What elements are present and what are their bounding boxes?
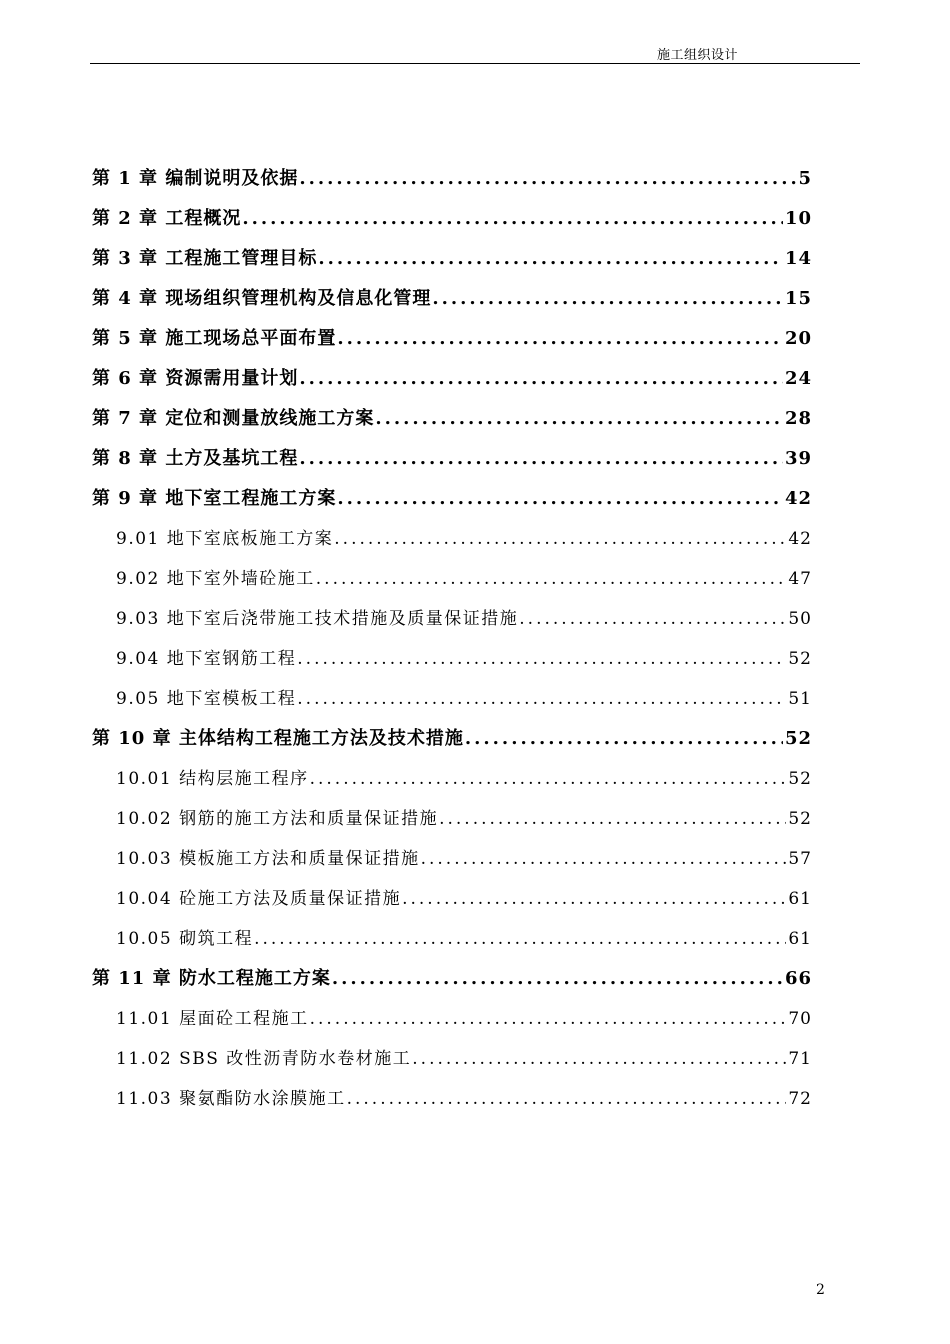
toc-dot-leader <box>465 720 783 758</box>
toc-entry-title: 第 2 章 工程概况 <box>92 208 242 229</box>
toc-entry-page: 24 <box>784 368 812 389</box>
toc-entry-title: 第 10 章 主体结构工程施工方法及技术措施 <box>92 728 464 749</box>
toc-chapter-entry[interactable] <box>92 200 812 238</box>
toc-entry-page: 52 <box>788 649 812 669</box>
toc-section-entry[interactable] <box>116 600 812 638</box>
toc-dot-leader <box>334 520 786 558</box>
toc-section-entry[interactable] <box>116 840 812 878</box>
toc-dot-leader <box>242 200 783 238</box>
header-divider <box>90 63 860 64</box>
toc-dot-leader <box>402 880 786 918</box>
toc-entry-title: 9.03 地下室后浇带施工技术措施及质量保证措施 <box>116 609 519 629</box>
page-number: 2 <box>816 1282 825 1298</box>
toc-entry-title: 10.05 砌筑工程 <box>116 929 254 949</box>
toc-section-entry[interactable] <box>116 680 812 718</box>
toc-chapter-entry[interactable] <box>92 960 812 998</box>
toc-entry-page: 52 <box>784 728 812 749</box>
toc-entry-title: 11.03 聚氨酯防水涂膜施工 <box>116 1089 346 1109</box>
toc-dot-leader <box>421 840 787 878</box>
toc-entry-page: 72 <box>788 1089 812 1109</box>
toc-entry-title: 9.05 地下室模板工程 <box>116 689 297 709</box>
toc-entry-title: 第 9 章 地下室工程施工方案 <box>92 488 337 509</box>
toc-dot-leader <box>432 280 783 318</box>
toc-entry-page: 51 <box>788 689 812 709</box>
toc-dot-leader <box>439 800 786 838</box>
toc-entry-title: 9.02 地下室外墙砼施工 <box>116 569 315 589</box>
toc-entry-title: 第 4 章 现场组织管理机构及信息化管理 <box>92 288 432 309</box>
toc-dot-leader <box>297 680 786 718</box>
toc-entry-title: 第 6 章 资源需用量计划 <box>92 368 299 389</box>
toc-chapter-entry[interactable] <box>92 360 812 398</box>
toc-chapter-entry[interactable] <box>92 720 812 758</box>
toc-section-entry[interactable] <box>116 1040 812 1078</box>
header-title: 施工组织设计 <box>656 48 738 63</box>
toc-section-entry[interactable] <box>116 880 812 918</box>
toc-section-entry[interactable] <box>116 760 812 798</box>
toc-dot-leader <box>337 480 783 518</box>
toc-chapter-entry[interactable] <box>92 480 812 518</box>
toc-entry-page: 50 <box>788 609 812 629</box>
toc-entry-page: 52 <box>788 809 812 829</box>
toc-entry-page: 10 <box>784 208 812 229</box>
toc-entry-title: 第 1 章 编制说明及依据 <box>92 168 299 189</box>
toc-entry-page: 20 <box>784 328 812 349</box>
toc-entry-title: 10.03 模板施工方法和质量保证措施 <box>116 849 420 869</box>
toc-dot-leader <box>337 320 783 358</box>
toc-chapter-entry[interactable] <box>92 400 812 438</box>
toc-dot-leader <box>412 1040 786 1078</box>
toc-dot-leader <box>297 640 786 678</box>
toc-dot-leader <box>318 240 783 278</box>
toc-dot-leader <box>375 400 783 438</box>
toc-section-entry[interactable] <box>116 520 812 558</box>
toc-dot-leader <box>519 600 786 638</box>
toc-section-entry[interactable] <box>116 560 812 598</box>
toc-entry-title: 第 8 章 土方及基坑工程 <box>92 448 299 469</box>
toc-entry-title: 第 7 章 定位和测量放线施工方案 <box>92 408 375 429</box>
toc-entry-title: 第 5 章 施工现场总平面布置 <box>92 328 337 349</box>
toc-entry-page: 47 <box>788 569 812 589</box>
toc-entry-page: 66 <box>784 968 812 989</box>
toc-dot-leader <box>332 960 783 998</box>
toc-entry-title: 第 11 章 防水工程施工方案 <box>92 968 331 989</box>
toc-dot-leader <box>310 760 787 798</box>
toc-entry-title: 10.02 钢筋的施工方法和质量保证措施 <box>116 809 439 829</box>
toc-entry-title: 9.01 地下室底板施工方案 <box>116 529 334 549</box>
toc-entry-page: 14 <box>784 248 812 269</box>
toc-entry-title: 第 3 章 工程施工管理目标 <box>92 248 318 269</box>
toc-dot-leader <box>254 920 786 958</box>
toc-chapter-entry[interactable] <box>92 160 812 198</box>
toc-entry-page: 71 <box>788 1049 812 1069</box>
toc-section-entry[interactable] <box>116 800 812 838</box>
toc-dot-leader <box>347 1080 787 1118</box>
toc-entry-page: 52 <box>788 769 812 789</box>
toc-entry-page: 61 <box>788 929 812 949</box>
toc-dot-leader <box>299 360 783 398</box>
toc-dot-leader <box>299 440 783 478</box>
toc-chapter-entry[interactable] <box>92 280 812 318</box>
toc-chapter-entry[interactable] <box>92 440 812 478</box>
toc-entry-page: 5 <box>798 168 812 189</box>
toc-entry-page: 39 <box>784 448 812 469</box>
toc-entry-page: 61 <box>788 889 812 909</box>
toc-section-entry[interactable] <box>116 1000 812 1038</box>
toc-entry-title: 9.04 地下室钢筋工程 <box>116 649 297 669</box>
toc-entry-title: 11.01 屋面砼工程施工 <box>116 1009 309 1029</box>
toc-dot-leader <box>299 160 796 198</box>
toc-entry-title: 10.04 砼施工方法及质量保证措施 <box>116 889 402 909</box>
toc-entry-title: 11.02 SBS 改性沥青防水卷材施工 <box>116 1049 412 1069</box>
toc-entry-page: 42 <box>784 488 812 509</box>
toc-entry-page: 70 <box>788 1009 812 1029</box>
toc-section-entry[interactable] <box>116 920 812 958</box>
toc-entry-page: 28 <box>784 408 812 429</box>
toc-chapter-entry[interactable] <box>92 320 812 358</box>
toc-entry-page: 57 <box>788 849 812 869</box>
toc-dot-leader <box>316 560 787 598</box>
toc-section-entry[interactable] <box>116 1080 812 1118</box>
toc-section-entry[interactable] <box>116 640 812 678</box>
toc-entry-page: 15 <box>784 288 812 309</box>
toc-entry-title: 10.01 结构层施工程序 <box>116 769 309 789</box>
toc-dot-leader <box>310 1000 787 1038</box>
toc-entry-page: 42 <box>788 529 812 549</box>
toc-chapter-entry[interactable] <box>92 240 812 278</box>
